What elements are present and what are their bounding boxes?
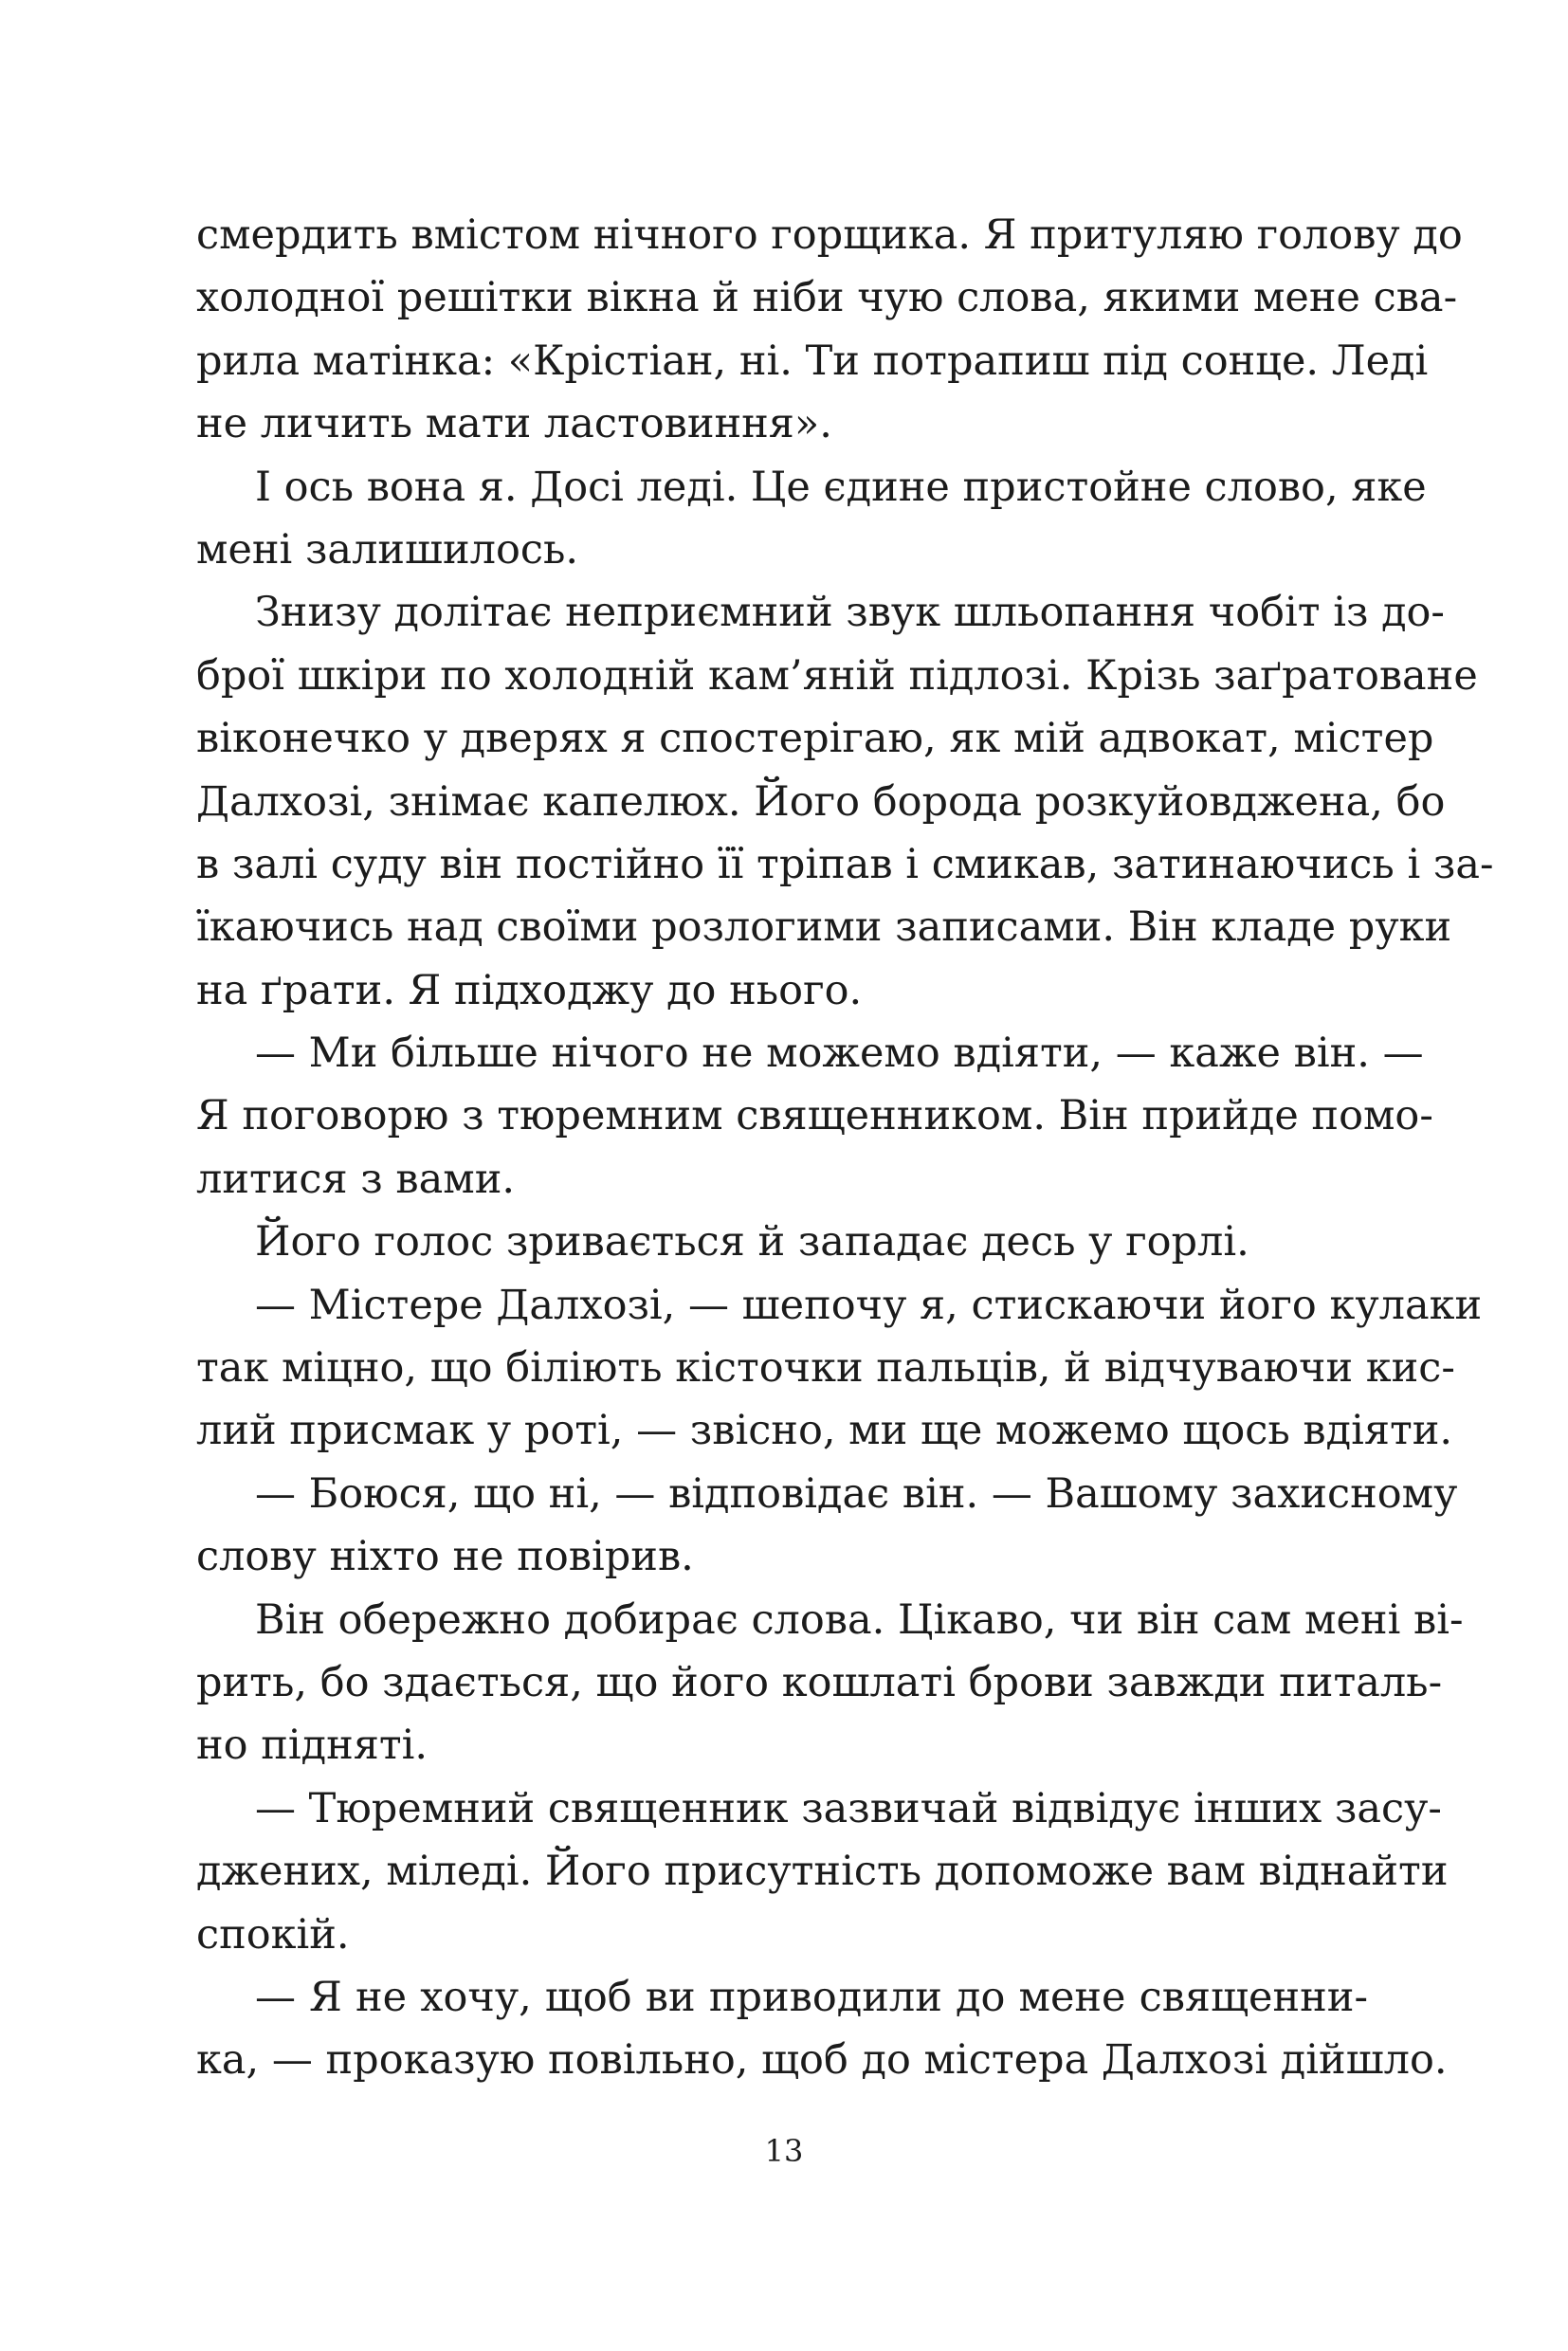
text-line: — Ми більше нічого не можемо вдіяти, — каже він. — xyxy=(255,1030,1424,1078)
text-line: рила матінка: «Крістіан, ні. Ти потрапиш під сонце. Леді xyxy=(196,337,1429,385)
paragraph xyxy=(196,1463,1458,1589)
text-line: на ґрати. Я підходжу до нього. xyxy=(196,966,863,1014)
paragraph xyxy=(196,1211,1368,1273)
paragraph xyxy=(196,1966,1448,2092)
text-line: спокій. xyxy=(196,1910,350,1959)
paragraph xyxy=(196,1274,1483,1463)
text-line: Знизу долітає неприємний звук шльопання чобіт із до- xyxy=(255,589,1445,637)
text-line: литися з вами. xyxy=(196,1155,516,1203)
text-line: — Боюся, що ні, — відповідає він. — Вашому захисному xyxy=(255,1469,1458,1518)
text-line: Далхозі, знімає капелюх. Його борода розкуйовджена, бо xyxy=(196,777,1446,826)
text-line: Я поговорю з тюремним священником. Він прийде помо- xyxy=(196,1092,1433,1140)
paragraph xyxy=(196,456,1427,582)
text-line: — Містере Далхозі, — шепочу я, стискаючи його кулаки xyxy=(255,1281,1483,1329)
text-line: но підняті. xyxy=(196,1722,428,1770)
body-text xyxy=(196,204,1494,2092)
text-line: їкаючись над своїми розлогими записами. Він кладе руки xyxy=(196,903,1452,952)
text-line: рить, бо здається, що його кошлаті брови завжди питаль- xyxy=(196,1658,1443,1706)
text-line: лий присмак у роті, — звісно, ми ще можемо щось вдіяти. xyxy=(196,1407,1453,1455)
paragraph xyxy=(196,1777,1449,1966)
text-line: Він обережно добирає слова. Цікаво, чи він сам мені ві- xyxy=(255,1595,1464,1644)
text-line: І ось вона я. Досі леді. Це єдине пристойне слово, яке xyxy=(255,463,1427,511)
paragraph xyxy=(196,1022,1433,1211)
text-line: джених, міледі. Його присутність допоможе вам віднайти xyxy=(196,1848,1449,1896)
text-line: так міцно, що біліють кісточки пальців, й відчуваючи кис- xyxy=(196,1344,1455,1393)
text-line: віконечко у дверях я спостерігаю, як мій адвокат, містер xyxy=(196,715,1434,763)
text-line: не личить мати ластовиння». xyxy=(196,400,832,448)
paragraph xyxy=(196,581,1494,1022)
text-line: ка, — проказую повільно, щоб до містера Далхозі дійшло. xyxy=(196,2036,1448,2085)
text-line: брої шкіри по холодній кам’яній підлозі. Крізь заґратоване xyxy=(196,651,1478,700)
text-line: Його голос зривається й западає десь у горлі. xyxy=(255,1218,1249,1267)
paragraph xyxy=(196,1589,1464,1777)
text-line: слову ніхто не повірив. xyxy=(196,1533,694,1581)
text-line: в залі суду він постійно її тріпав і смикав, затинаючись і за- xyxy=(196,840,1494,888)
paragraph xyxy=(196,204,1463,456)
text-line: — Я не хочу, щоб ви приводили до мене священни- xyxy=(255,1973,1368,2021)
text-line: холодної решітки вікна й ніби чую слова, якими мене сва- xyxy=(196,274,1458,322)
text-line: смердить вмістом нічного горщика. Я притуляю голову до xyxy=(196,211,1463,259)
text-line: — Тюремний священник зазвичай відвідує інших засу- xyxy=(255,1784,1442,1832)
page-number: 13 xyxy=(764,2133,804,2169)
text-line: мені залишилось. xyxy=(196,525,579,574)
